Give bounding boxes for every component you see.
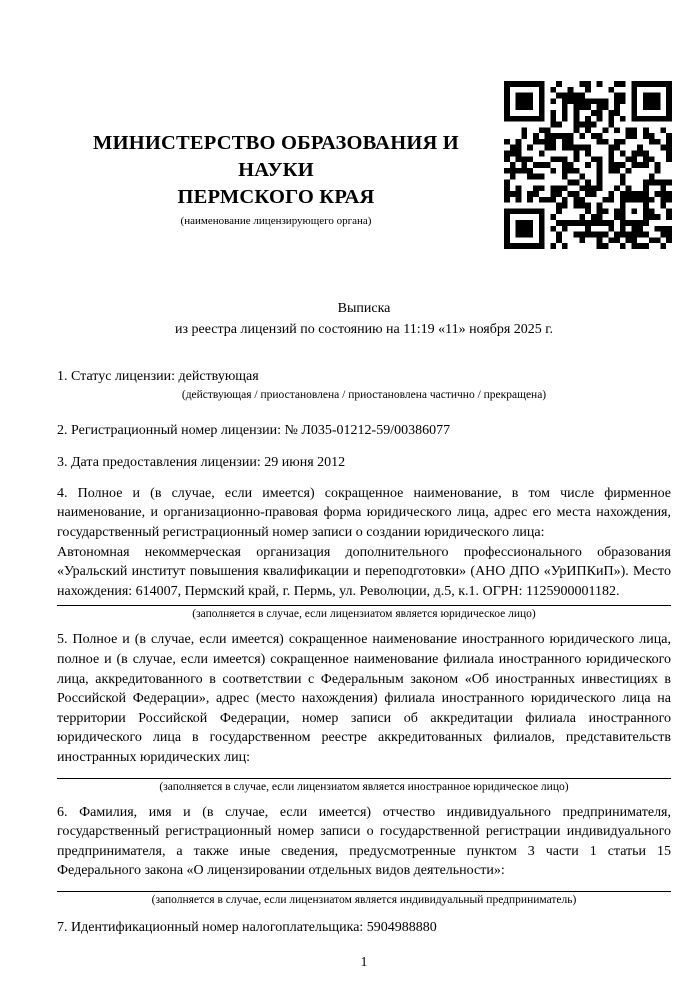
item-4-note: (заполняется в случае, если лицензиатом является юридическое лицо) xyxy=(192,608,536,621)
item-5-fill-rule xyxy=(57,778,671,779)
document-title xyxy=(57,299,671,340)
item-1-license-status: 1. Статус лицензии: действующая xyxy=(57,369,259,384)
item-5-note: (заполняется в случае, если лицензиатом является иностранное юридическое лицо) xyxy=(159,780,569,793)
authority-name-line1: МИНИСТЕРСТВО ОБРАЗОВАНИЯ И НАУКИ xyxy=(93,132,459,181)
item-4-fill-rule xyxy=(57,605,671,606)
page-number: 1 xyxy=(360,953,368,969)
item-4-legal-entity-label: 4. Полное и (в случае, если имеется) сокращенное наименование, в том числе фирменное наименование, и организационно-правовая форма юридического лица, адрес его места нахождения, государственный регистрационный номер записи о создании юридического лица: xyxy=(57,485,671,540)
item-6-entrepreneur-label: 6. Фамилия, имя и (в случае, если имеется) отчество индивидуального предпринимателя, государственный регистрационный номер записи о государственной регистрации индивидуального предпринимателя, а также иные сведения, предусмотренные пунктом 3 части 1 статьи 15 Федерального закона «О лицензировании отдельных видов деятельности»: xyxy=(57,804,671,879)
authority-caption: (наименование лицензирующего органа) xyxy=(180,215,372,227)
authority-name-line2: ПЕРМСКОГО КРАЯ xyxy=(177,186,375,208)
item-7-taxpayer-number: 7. Идентификационный номер налогоплательщика: 5904988880 xyxy=(57,919,437,935)
document-title-line1: Выписка xyxy=(337,301,391,316)
item-5-foreign-entity-label: 5. Полное и (в случае, если имеется) сокращенное наименование иностранного юридического лица, полное и (в случае, если имеется) сокращенное наименование филиала иностранного юридического лица, аккредитованного в соответствии с Федеральным законом «Об иностранных инвестициях в Российской Федерации», адрес (место нахождения) филиала иностранного юридического лица на территории Российской Федерации, номер записи об аккредитации филиала иностранного юридического лица в государственном реестре аккредитованных филиалов, представительств иностранных юридических лиц: xyxy=(57,632,671,765)
item-6-note: (заполняется в случае, если лицензиатом является индивидуальный предприниматель) xyxy=(151,893,577,906)
item-4-legal-entity-value: Автономная некоммерческая организация дополнительного профессионального образования «Уральский институт повышения квалификации и переподготовки» (АНО ДПО «УрИПКиП»). Место нахождения: 614007, Пермский край, г. Пермь, ул. Революции, д.5, к.1. ОГРН: 1125900001182. xyxy=(57,544,671,599)
document-body xyxy=(57,0,671,972)
document-title-line2: из реестра лицензий по состоянию на 11:19 «11» ноября 2025 г. xyxy=(175,321,553,337)
item-1-note: (действующая / приостановлена / приостановлена частично / прекращена) xyxy=(181,388,547,401)
item-2-registration-number: 2. Регистрационный номер лицензии: № Л035-01212-59/00386077 xyxy=(57,422,451,438)
item-6-fill-rule xyxy=(57,891,671,892)
item-3-grant-date: 3. Дата предоставления лицензии: 29 июня 2012 xyxy=(57,455,346,471)
